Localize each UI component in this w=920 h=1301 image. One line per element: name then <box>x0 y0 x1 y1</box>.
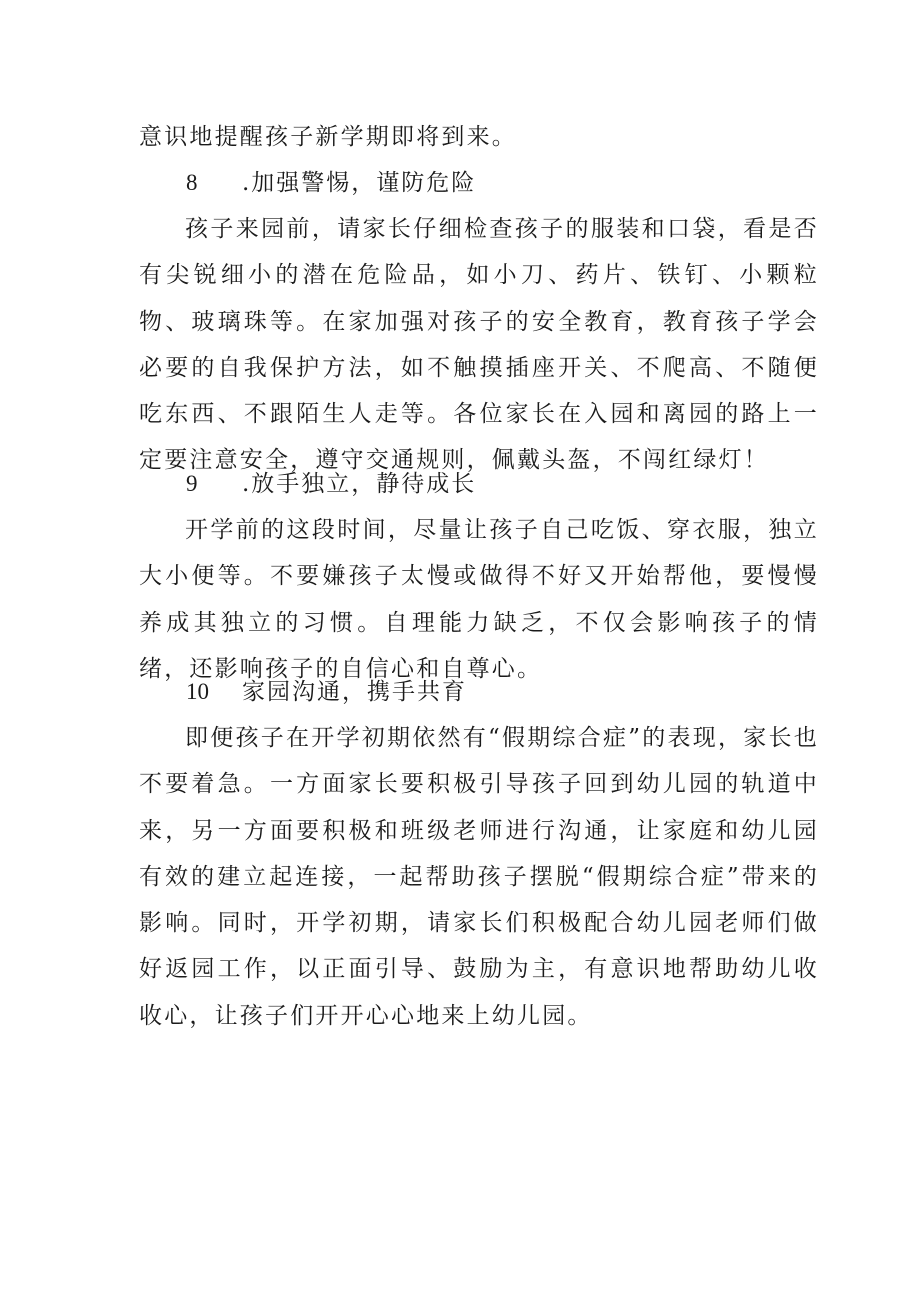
section-title: .放手独立，静待成长 <box>242 471 477 497</box>
section-body-9: 开学前的这段时间，尽量让孩子自己吃饭、穿衣服，独立大小便等。不要嫌孩子太慢或做得不好又开始帮他，要慢慢养成其独立的习惯。自理能力缺乏，不仅会影响孩子的情绪，还影响孩子的自信心和自尊心。 <box>139 517 819 682</box>
section-body-10: 即便孩子在开学初期依然有“假期综合症”的表现，家长也不要着急。一方面家长要积极引导孩子回到幼儿园的轨道中来，另一方面要积极和班级老师进行沟通，让家庭和幼儿园有效的建立起连接，一起帮助孩子摆脱“假期综合症”带来的影响。同时，开学初期，请家长们积极配合幼儿园老师们做好返园工作，以正面引导、鼓励为主，有意识地帮助幼儿收收心，让孩子们开开心心地来上幼儿园。 <box>139 725 819 1029</box>
section-heading-8 <box>186 160 476 206</box>
section-number: 10 <box>186 679 209 704</box>
section-heading-9 <box>186 461 476 507</box>
section-number: 9 <box>186 471 198 496</box>
continuation-paragraph: 意识地提醒孩子新学期即将到来。 <box>139 124 517 150</box>
section-title: 家园沟通，携手共育 <box>242 679 467 705</box>
section-title: .加强警惕，谨防危险 <box>242 170 477 196</box>
section-heading-10 <box>186 669 467 715</box>
section-number: 8 <box>186 170 198 195</box>
section-body-8: 孩子来园前，请家长仔细检查孩子的服装和口袋，看是否有尖锐细小的潜在危险品，如小刀、药片、铁钉、小颗粒物、玻璃珠等。在家加强对孩子的安全教育，教育孩子学会必要的自我保护方法，如不触摸插座开关、不爬高、不随便吃东西、不跟陌生人走等。各位家长在入园和离园的路上一定要注意安全，遵守交通规则，佩戴头盔，不闯红绿灯！ <box>139 216 819 474</box>
